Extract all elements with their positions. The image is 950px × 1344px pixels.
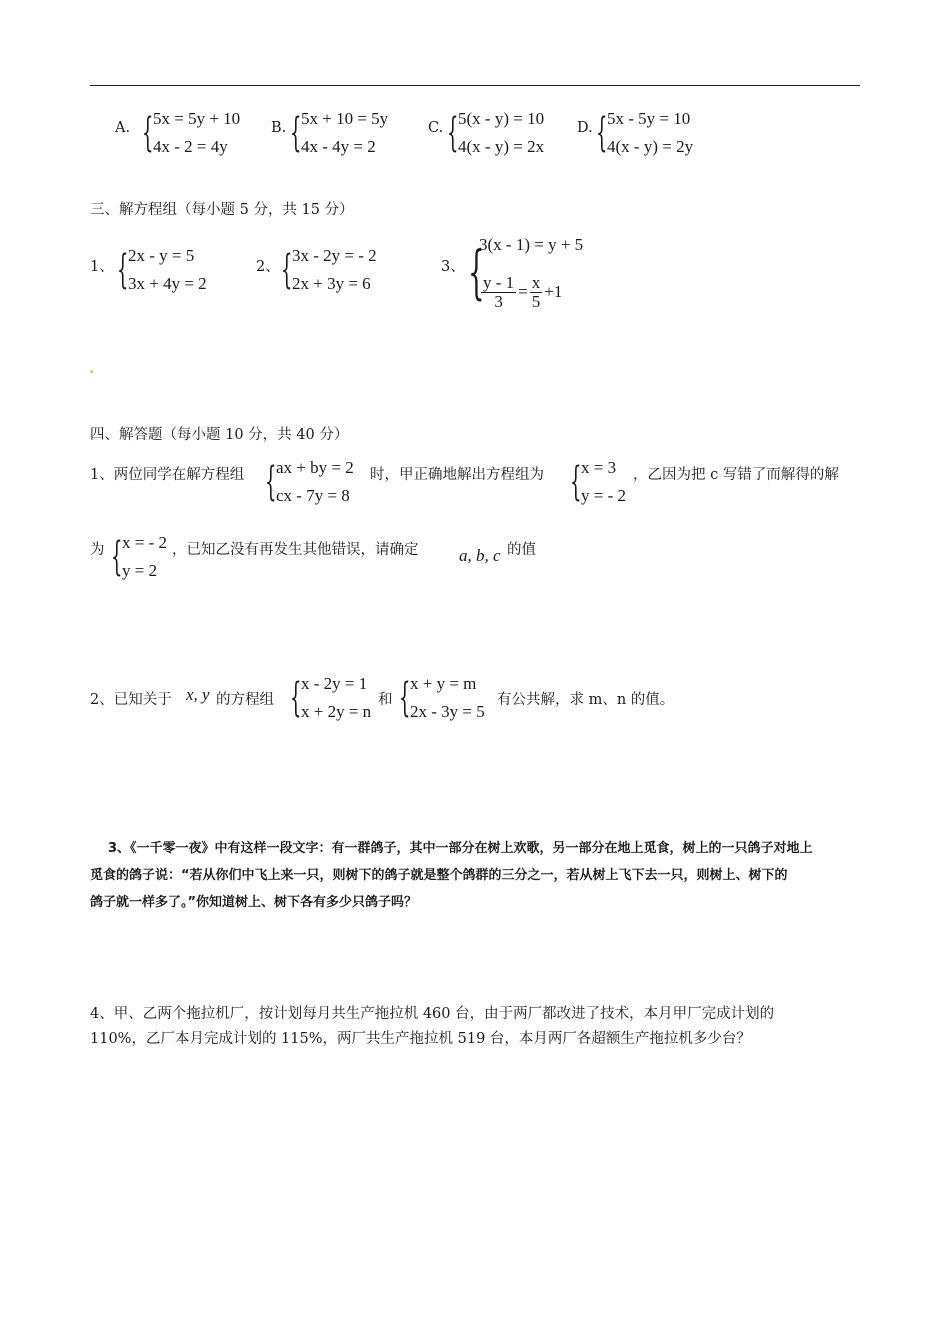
section3-heading: 三、解方程组（每小题 5 分，共 15 分） <box>90 202 354 218</box>
q2-vars: x, y <box>186 685 210 704</box>
choice-c-eq2: 4(x - y) = 2x <box>458 137 545 156</box>
choice-b-eq2: 4x - 4y = 2 <box>301 137 376 156</box>
q3-line3: 鸽子就一样多了。”你知道树上、树下各有多少只鸽子吗？ <box>90 895 418 910</box>
q1-sys2-eq1: x = 3 <box>581 458 617 477</box>
brace-icon: { <box>468 238 485 306</box>
q4-line2: 110%，乙厂本月完成计划的 115%，两厂共生产拖拉机 519 台，本月两厂各超额生产拖拉机多少台？ <box>90 1031 751 1047</box>
choice-d-label: D. <box>577 120 593 136</box>
q2-sys1-eq1: x - 2y = 1 <box>301 674 368 693</box>
q2-sys2-eq1: x + y = m <box>410 674 477 693</box>
choice-b-system <box>290 106 388 160</box>
choice-a-eq1: 5x = 5y + 10 <box>153 109 241 128</box>
q2-system-1 <box>290 671 371 725</box>
q2-sys1-eq2: x + 2y = n <box>301 702 372 721</box>
q1-prefix: 1、两位同学在解方程组 <box>90 467 245 483</box>
q3-line2: 觅食的鸽子说：“若从你们中飞上来一只，则树下的鸽子就是整个鸽群的三分之一，若从树上飞下去一只，则树上、树下的 <box>90 868 788 883</box>
choice-c-system <box>447 106 544 160</box>
q1-system-2 <box>570 455 626 509</box>
brace-icon: { <box>265 459 277 505</box>
q2-suffix: 有公共解，求 m、n 的值。 <box>497 692 675 708</box>
q1-vars: a, b, c <box>459 546 501 565</box>
q1-sys1-eq2: cx - 7y = 8 <box>276 486 350 505</box>
q1-sys2-eq2: y = - 2 <box>581 486 626 505</box>
q2-prefix: 2、已知关于 <box>90 692 172 708</box>
brace-icon: { <box>399 675 411 721</box>
choice-d-eq2: 4(x - y) = 2y <box>607 137 694 156</box>
choice-d-eq1: 5x - 5y = 10 <box>607 109 691 128</box>
brace-icon: { <box>596 110 608 156</box>
brace-icon: { <box>570 459 582 505</box>
q1-line2-mid: ，已知乙没有再发生其他错误，请确定 <box>172 542 419 558</box>
q1-system-3 <box>111 530 167 584</box>
choice-d-system <box>596 106 693 160</box>
section4-heading: 四、解答题（每小题 10 分，共 40 分） <box>90 427 349 443</box>
s3-p3-eq2: $\frac{y - 1}{3}$ = $\frac{x}{5}$ +1 <box>483 272 563 312</box>
choice-a-eq2: 4x - 2 = 4y <box>153 137 228 156</box>
s3-p1-system <box>117 243 207 297</box>
s3-p2-eq1: 3x - 2y = - 2 <box>292 246 377 265</box>
brace-icon: { <box>117 247 129 293</box>
q2-mid: 的方程组 <box>216 692 274 708</box>
q1-suffix: ，乙因为把 c 写错了而解得的解 <box>633 467 839 483</box>
s3-p3-label: 3、 <box>441 259 465 275</box>
q2-and: 和 <box>378 692 393 708</box>
brace-icon: { <box>111 534 123 580</box>
s3-p2-system <box>281 243 377 297</box>
brace-icon: { <box>281 247 293 293</box>
brace-icon: { <box>142 110 154 156</box>
q4-line1: 4、甲、乙两个拖拉机厂，按计划每月共生产拖拉机 460 台，由于两厂都改进了技术，本月甲厂完成计划的 <box>90 1006 775 1022</box>
choice-c-label: C. <box>428 120 444 136</box>
q2-sys2-eq2: 2x - 3y = 5 <box>410 702 485 721</box>
s3-p1-label: 1、 <box>90 259 114 275</box>
choice-c-eq1: 5(x - y) = 10 <box>458 109 545 128</box>
choice-b-eq1: 5x + 10 = 5y <box>301 109 389 128</box>
s3-p1-eq1: 2x - y = 5 <box>128 246 195 265</box>
s3-p3-eq1: 3(x - 1) = y + 5 <box>479 235 584 254</box>
q2-system-2 <box>399 671 485 725</box>
q1-sys3-eq2: y = 2 <box>122 561 158 580</box>
choice-b-label: B. <box>271 120 287 136</box>
top-rule <box>90 85 860 86</box>
stray-mark <box>90 370 93 373</box>
s3-p2-label: 2、 <box>256 259 280 275</box>
q1-line2-prefix: 为 <box>90 542 105 558</box>
q3-line1: 3、《一千零一夜》中有这样一段文字：有一群鸽子，其中一部分在树上欢歌，另一部分在地上觅食，树上的一只鸽子对地上 <box>108 841 813 856</box>
choice-a-system <box>142 106 240 160</box>
choice-a-label: A. <box>115 120 131 136</box>
s3-p3-system <box>468 232 583 312</box>
q1-line2-suffix: 的值 <box>507 542 536 558</box>
q1-sys1-eq1: ax + by = 2 <box>276 458 354 477</box>
q1-system-1 <box>265 455 354 509</box>
brace-icon: { <box>447 110 459 156</box>
q1-sys3-eq1: x = - 2 <box>122 533 167 552</box>
q1-mid: 时，甲正确地解出方程组为 <box>370 467 544 483</box>
brace-icon: { <box>290 675 302 721</box>
fraction: $\frac{y - 1}{3}$ <box>483 272 515 312</box>
brace-icon: { <box>290 110 302 156</box>
s3-p2-eq2: 2x + 3y = 6 <box>292 274 371 293</box>
s3-p1-eq2: 3x + 4y = 2 <box>128 274 207 293</box>
fraction: $\frac{x}{5}$ <box>531 272 541 312</box>
